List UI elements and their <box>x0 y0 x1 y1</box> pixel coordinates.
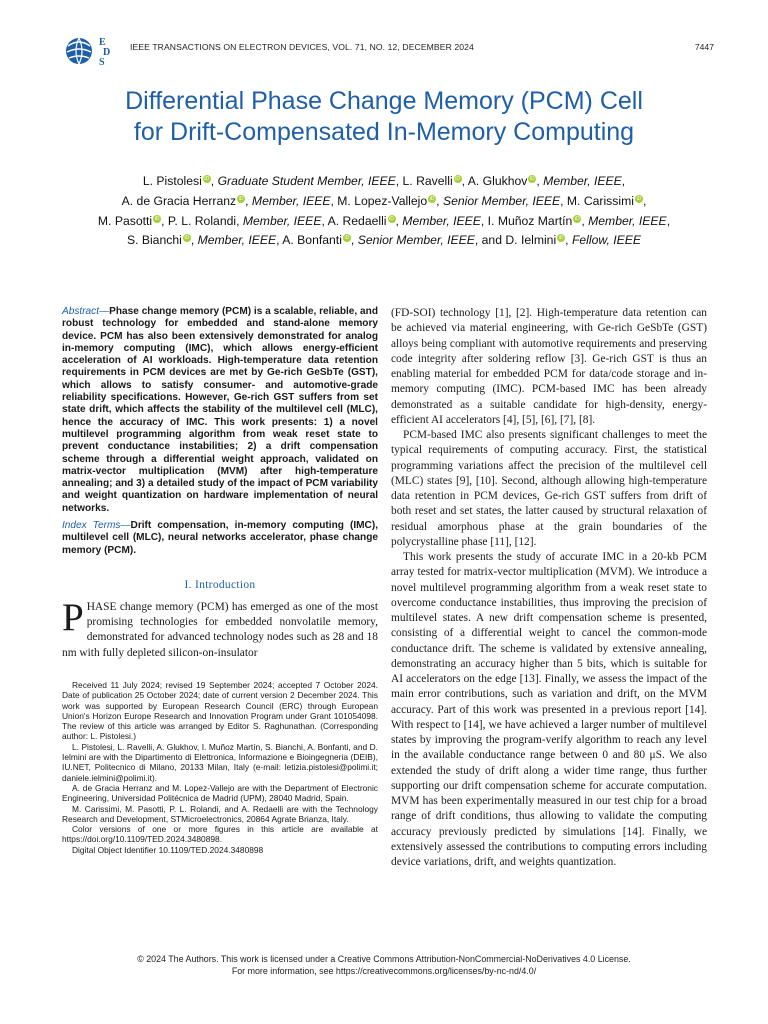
author-name: M. Lopez-Vallejo <box>337 193 428 208</box>
orcid-icon[interactable]: iD <box>429 195 435 202</box>
author-name: M. Pasotti <box>97 213 153 228</box>
orcid-icon[interactable]: iD <box>636 195 642 202</box>
author-line-2: A. de Gracia Herranz iD , Member, IEEE, M. Lopez-Vallejo iD , Senior Member, IEEE, M. Carissimi iD , <box>121 193 647 208</box>
index-terms-text: Drift compensation, in-memory computing (IMC), multilevel cell (MLC), neural networks accelerator, phase change memory (PCM). <box>62 520 378 556</box>
journal-name: IEEE TRANSACTIONS ON ELECTRON DEVICES, VOL. 71, NO. 12, DECEMBER 2024 <box>130 42 474 52</box>
orcid-icon[interactable]: iD <box>204 175 210 182</box>
abstract-label: Abstract— <box>62 306 110 317</box>
author-name: L. Pistolesi <box>142 174 202 188</box>
page-number: 7447 <box>694 42 714 52</box>
intro-text: change memory (PCM) has emerged as one of the most promising technologies for embedded nonvolatile memory, demonstrated for advanced technology nodes such as 28 and 18 nm with fully depleted silicon-on-insulator <box>62 600 378 659</box>
author-role: Senior Member, IEEE <box>357 233 475 248</box>
orcid-icon[interactable]: iD <box>184 235 190 242</box>
orcid-icon[interactable]: iD <box>455 175 461 182</box>
abstract <box>62 306 378 515</box>
author-name: I. Muñoz Martín <box>487 213 573 228</box>
index-terms <box>62 520 378 557</box>
svg-text:S: S <box>99 57 105 68</box>
author-role: Senior Member, IEEE <box>442 193 561 208</box>
author-line-1: L. Pistolesi iD , Graduate Student Member, IEEE, L. Ravelli iD , A. Glukhov iD , Member, IEEE, <box>142 174 626 188</box>
author-line-4: S. Bianchi iD , Member, IEEE, A. Bonfanti iD , Senior Member, IEEE, and D. Ielmini iD , Fellow, IEEE <box>126 233 642 248</box>
left-column <box>62 306 378 855</box>
index-terms-label: Index Terms— <box>62 520 131 532</box>
author-role: Member, IEEE <box>197 233 277 248</box>
license-notice <box>40 954 728 977</box>
footnote-doi: Digital Object Identifier 10.1109/TED.2024.3480898 <box>72 844 264 855</box>
author-list <box>40 172 728 251</box>
title-line-2: for Drift-Compensated In-Memory Computing <box>133 118 635 146</box>
paragraph: (FD-SOI) technology [1], [2]. High-temperature data retention can be achieved via material engineering, with Ge-rich GeSbTe (GST) alloys being compliant with automotive requirements and preserving code integrity after soldering reflow [3]. Ge-rich GST is thus an enabling material for embedded PCM for data/code storage and in-memory computing (IMC). PCM-based IMC has been already demonstrated as a suitable candidate for high-density, energy-efficient AI accelerators [4], [5], [6], [7], [8]. <box>391 307 707 426</box>
license-link[interactable]: For more information, see https://creativecommons.org/licenses/by-nc-nd/4.0/ <box>231 965 537 976</box>
orcid-icon[interactable]: iD <box>530 175 535 182</box>
author-role: Graduate Student Member, IEEE <box>217 174 396 188</box>
svg-text:D: D <box>103 47 111 58</box>
author-name: M. Carissimi <box>566 193 634 208</box>
author-line-3: M. Pasotti iD , P. L. Rolandi, Member, IEEE, A. Redaelli iD , Member, IEEE, I. Muñoz Martín iD , Member, IEEE, <box>97 213 671 228</box>
paragraph: PCM-based IMC also presents significant challenges to meet the typical requirements of computing accuracy. First, the statistical programming variations affect the precision of the multilevel cell (MLC) states [9], [10]. Second, although allowing high-temperature data retention in PCM devices, Ge-rich GST suffers from drift of both reset and set states, the latter caused by structural relaxation of residual amorphous phase at the grain boundaries of the polycrystalline phase [11], [12]. <box>391 429 707 548</box>
orcid-icon[interactable]: iD <box>238 195 244 202</box>
svg-text:E: E <box>99 37 106 48</box>
paragraph: This work presents the study of accurate IMC in a 20-kb PCM array tested for matrix-vector multiplication (MVM). We introduce a novel multilevel programming algorithm from a weak reset state to overcome conductance instabilities, thus improving the precision of multilevel states. A new drift compensation scheme is presented, consisting of a differential weight to cancel the common-mode conductance drift. The scheme is validated by extensive annealing, demonstrating an accuracy higher than 5 bits, which is suitable for AI accelerators on the edge [13]. Finally, we assess the impact of the main error contributions, such as variation and drift, on the MVM accuracy. Part of this work was presented in a previous report [14]. With respect to [14], we have achieved a larger number of multilevel states by improving the program-verify algorithm to reach any level in the available conductance range between 0 and 80 μS. We also extended the study of drift along a wider time range, thus further supporting our drift compensation scheme for accurate computation. MVM has been experimentally measured in our test chip for a broad range of drift conditions, thus allowing to validate the computing accuracy previously predicted by simulations [14]. Finally, we extensively assessed the contributions to computing errors including device variations, drift, and weights quantization. <box>391 551 707 868</box>
author-role: Member, IEEE <box>588 213 667 228</box>
footnote-received: Received 11 July 2024; revised 19 September 2024; accepted 7 October 2024. Date of publication 25 October 2024; date of current version 2 December 2024. This work was supported by European Research Council (ERC) through European Union's Horizon Europe Research and Innovation Program under Grant 101054098. The review of this article was arranged by Editor S. Raghunathan. (Corresponding author: L. Pistolesi.) <box>62 679 378 742</box>
orcid-icon[interactable]: iD <box>558 235 564 242</box>
author-name: L. Ravelli <box>402 174 453 188</box>
footnotes <box>62 680 378 855</box>
drop-cap: P <box>62 595 84 639</box>
orcid-icon[interactable]: iD <box>154 215 160 222</box>
footnote-affiliation-upm: A. de Gracia Herranz and M. Lopez-Vallejo are with the Department of Electronic Engineering, Universidad Politécnica de Madrid (UPM), 28040 Madrid, Spain. <box>62 782 378 804</box>
intro-smallcaps: HASE <box>86 600 117 613</box>
footnote-affiliation-polimi: L. Pistolesi, L. Ravelli, A. Glukhov, I. Muñoz Martín, S. Bianchi, A. Bonfanti, and D. Ielmini are with the Dipartimento di Elettronica, Informazione e Bioingegneria (DEIB), IU.NET, Politecnico di Milano, 20133 Milan, Italy (e-mail: letizia.pistolesi@polimi.it; daniele.ielmini@polimi.it). <box>62 741 378 783</box>
abstract-text: Phase change memory (PCM) is a scalable, reliable, and robust technology for embedded and stand-alone memory device. PCM has also been extensively demonstrated for analog in-memory computing (IMC), which allows energy-efficient acceleration of AI workloads. High-temperature data retention requirements in PCM devices are met by Ge-rich GeSbTe (GST), which allows to satisfy consumer- and automotive-grade reliability specifications. However, Ge-rich GST suffers from set state drift, which affects the stability of the multilevel cell (MLC), hence the accuracy of IMC. This work presents: 1) a novel multilevel programming algorithm from weak reset state to prevent conductance instabilities; 2) a drift compensation scheme through a differential weight approach, validated on matrix-vector multiplication (MVM) after high-temperature annealing; and 3) a detailed study of the impact of PCM variability and weight quantization on hardware implementation of neural networks. <box>62 306 378 514</box>
author-role: Member, IEEE <box>543 174 622 188</box>
author-name: A. de Gracia Herranz <box>121 193 237 208</box>
right-column <box>391 306 707 870</box>
orcid-icon[interactable]: iD <box>344 235 350 242</box>
author-role: Fellow, IEEE <box>571 233 642 248</box>
author-name: S. Bianchi <box>126 233 182 248</box>
author-role: Member, IEEE <box>251 193 331 208</box>
paper-title <box>40 86 728 148</box>
author-name: P. L. Rolandi <box>167 213 237 228</box>
section-heading: I. Introduction <box>184 578 256 591</box>
author-name: A. Glukhov <box>467 174 528 188</box>
title-line-1: Differential Phase Change Memory (PCM) Cell <box>125 87 643 115</box>
intro-paragraph <box>62 595 378 661</box>
footnote-color-versions[interactable]: Color versions of one or more figures in this article are available at https://doi.org/10.1109/TED.2024.3480898. <box>62 824 378 845</box>
author-name: D. Ielmini <box>505 233 557 248</box>
orcid-icon[interactable]: iD <box>389 215 394 222</box>
orcid-icon[interactable]: iD <box>574 215 580 222</box>
author-role: Member, IEEE <box>402 213 481 228</box>
author-name: A. Bonfanti <box>282 233 342 248</box>
footnote-affiliation-st: M. Carissimi, M. Pasotti, P. L. Rolandi, and A. Redaelli are with the Technology Research and Development, STMicroelectronics, 20864 Agrate Brianza, Italy. <box>62 803 378 824</box>
page-header <box>62 34 714 68</box>
license-line-1: © 2024 The Authors. This work is licensed under a Creative Commons Attribution-NonCommercial-NoDerivatives 4.0 License. <box>137 954 631 964</box>
author-role: Member, IEEE <box>242 213 322 228</box>
author-name: A. Redaelli <box>327 213 387 228</box>
eds-logo-icon <box>62 34 120 68</box>
